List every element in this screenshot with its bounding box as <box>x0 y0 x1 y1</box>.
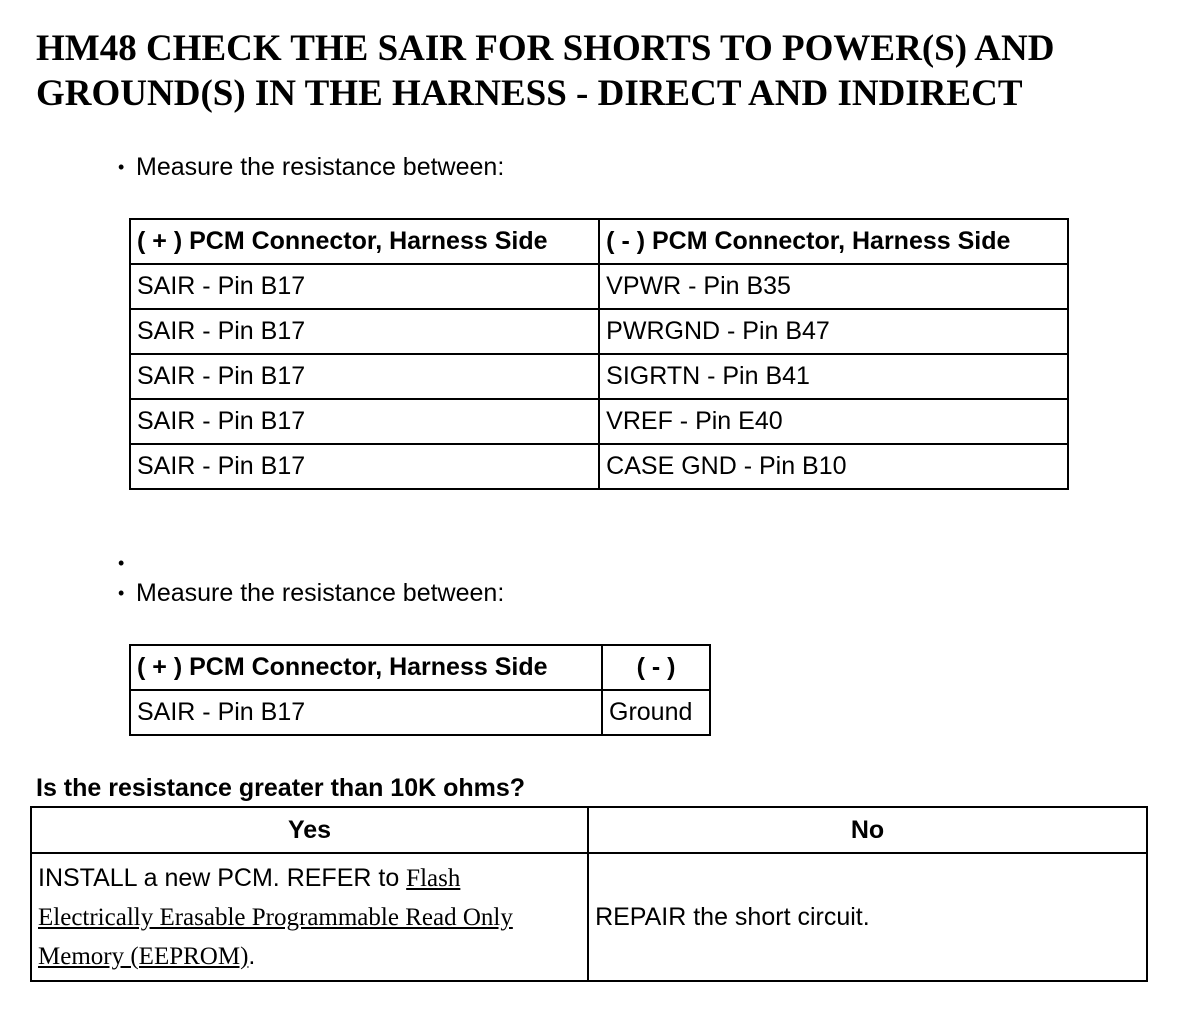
bullet-icon: • <box>118 583 125 603</box>
step1-resistance-table <box>129 218 1069 490</box>
step2-instruction-text: Measure the resistance between: <box>136 579 505 607</box>
page-title: HM48 CHECK THE SAIR FOR SHORTS TO POWER(S) AND GROUND(S) IN THE HARNESS - DIRECT AND INDIRECT <box>36 28 1055 114</box>
table-row <box>31 853 1147 981</box>
cell-negative: CASE GND - Pin B10 <box>599 444 1068 489</box>
table-row <box>130 309 1068 354</box>
cell-yes <box>31 853 588 981</box>
eeprom-reference-link[interactable]: Flash Electrically Erasable Programmable Read Only Memory (EEPROM) <box>38 864 513 970</box>
yes-action-text: INSTALL a new PCM. REFER to <box>38 863 407 892</box>
step1-instruction-text: Measure the resistance between: <box>136 153 505 181</box>
header-yes: Yes <box>31 807 588 853</box>
table-row <box>130 690 710 735</box>
cell-positive: SAIR - Pin B17 <box>130 264 599 309</box>
cell-negative: PWRGND - Pin B47 <box>599 309 1068 354</box>
cell-positive: SAIR - Pin B17 <box>130 444 599 489</box>
header-negative: ( - ) <box>602 645 710 690</box>
step2-instruction <box>118 578 504 608</box>
header-negative: ( - ) PCM Connector, Harness Side <box>599 219 1068 264</box>
bullet-icon: • <box>118 553 125 573</box>
decision-question: Is the resistance greater than 10K ohms? <box>36 774 526 802</box>
cell-negative: SIGRTN - Pin B41 <box>599 354 1068 399</box>
cell-positive: SAIR - Pin B17 <box>130 399 599 444</box>
cell-positive: SAIR - Pin B17 <box>130 690 602 735</box>
cell-negative: VREF - Pin E40 <box>599 399 1068 444</box>
decision-table <box>30 806 1148 982</box>
header-positive: ( + ) PCM Connector, Harness Side <box>130 645 602 690</box>
bullet-icon: • <box>118 157 125 177</box>
header-positive: ( + ) PCM Connector, Harness Side <box>130 219 599 264</box>
table-row <box>130 264 1068 309</box>
table-row <box>130 354 1068 399</box>
table-header-row <box>130 645 710 690</box>
table-row <box>130 399 1068 444</box>
table-header-row <box>31 807 1147 853</box>
table-row <box>130 444 1068 489</box>
cell-negative: VPWR - Pin B35 <box>599 264 1068 309</box>
table-header-row <box>130 219 1068 264</box>
header-no: No <box>588 807 1147 853</box>
step1-instruction <box>118 152 504 182</box>
cell-positive: SAIR - Pin B17 <box>130 354 599 399</box>
cell-no: REPAIR the short circuit. <box>588 853 1147 981</box>
empty-bullet <box>118 548 136 578</box>
step2-resistance-table <box>129 644 711 736</box>
yes-action-suffix: . <box>248 941 256 970</box>
cell-positive: SAIR - Pin B17 <box>130 309 599 354</box>
cell-negative: Ground <box>602 690 710 735</box>
